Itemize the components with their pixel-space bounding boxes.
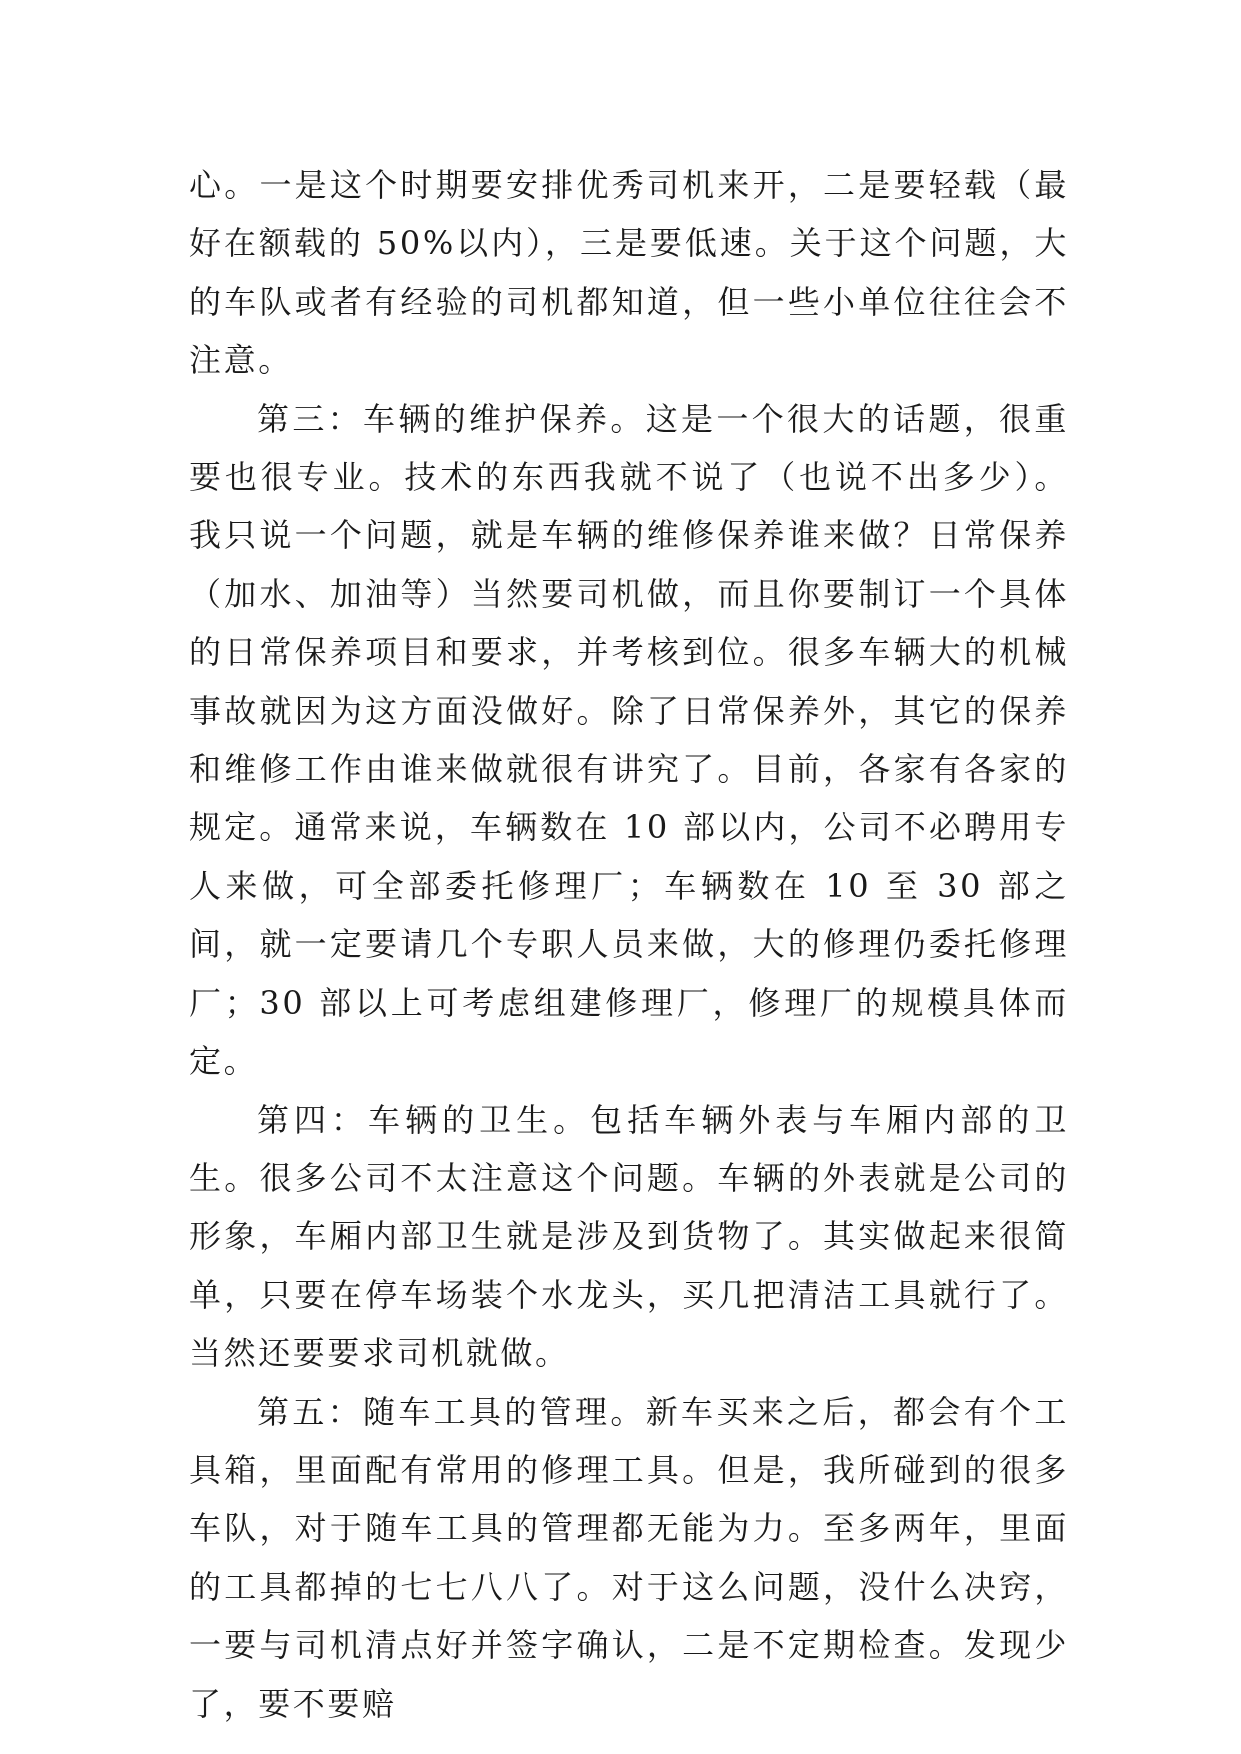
paragraph-hygiene: 第四：车辆的卫生。包括车辆外表与车厢内部的卫生。很多公司不太注意这个问题。车辆的外表就是公司的形象，车厢内部卫生就是涉及到货物了。其实做起来很简单，只要在停车场装个水龙头，买几把清洁工具就行了。当然还要要求司机就做。 [189, 1100, 1069, 1373]
paragraph-continuation: 心。一是这个时期要安排优秀司机来开，二是要轻载（最好在额载的 50%以内），三是要低速。关于这个问题，大的车队或者有经验的司机都知道，但一些小单位往往会不注意。 [189, 166, 1069, 380]
paragraph-maintenance: 第三：车辆的维护保养。这是一个很大的话题，很重要也很专业。技术的东西我就不说了（也说不出多少）。我只说一个问题，就是车辆的维修保养谁来做？日常保养（加水、加油等）当然要司机做，而且你要制订一个具体的日常保养项目和要求，并考核到位。很多车辆大的机械事故就因为这方面没做好。除了日常保养外，其它的保养和维修工作由谁来做就很有讲究了。目前，各家有各家的规定。通常来说，车辆数在 10 部以内，公司不必聘用专人来做，可全部委托修理厂；车辆数在 10 至 30 部之间，就一定要请几个专职人员来做，大的修理仍委托修理厂；30 部以上可考虑组建修理厂，修理厂的规模具体而定。 [189, 399, 1069, 1081]
paragraph-tools: 第五：随车工具的管理。新车买来之后，都会有个工具箱，里面配有常用的修理工具。但是，我所碰到的很多车队，对于随车工具的管理都无能为力。至多两年，里面的工具都掉的七七八八了。对于这么问题，没什么决窍，一要与司机清点好并签字确认，二是不定期检查。发现少了，要不要赔 [189, 1392, 1069, 1723]
document-body [189, 156, 1069, 1733]
